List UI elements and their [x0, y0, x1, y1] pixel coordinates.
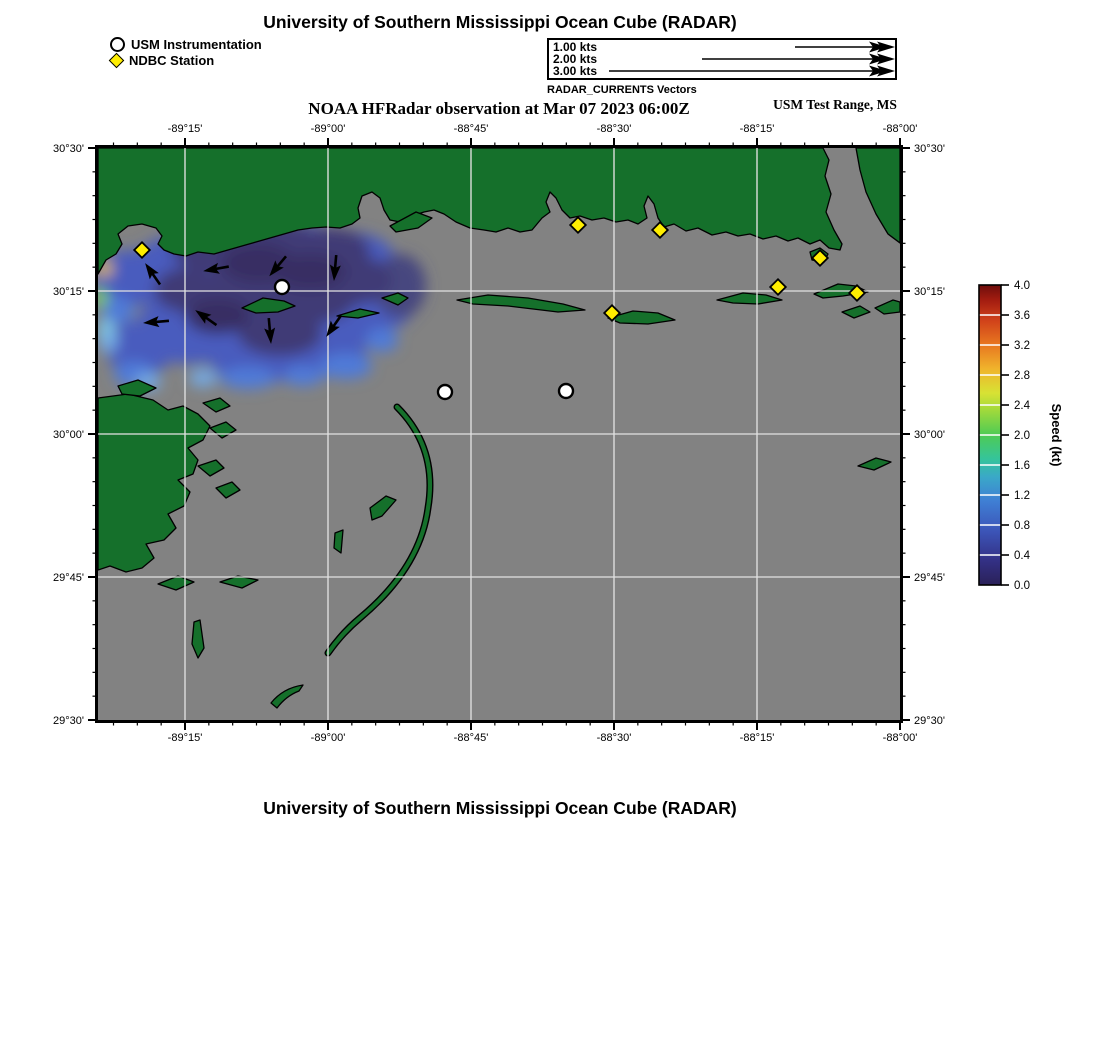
y-axis-label-right: 29°45' [914, 572, 945, 584]
chandeleur-islet-2 [334, 530, 343, 553]
x-axis-label-top: -88°45' [453, 123, 489, 135]
y-axis-label-right: 29°30' [914, 715, 945, 727]
vector-legend-caption: RADAR_CURRENTS Vectors [547, 84, 697, 96]
colorbar-tick-label: 2.8 [1014, 370, 1030, 382]
y-axis-label-left: 30°30' [53, 143, 84, 155]
y-axis-label-left: 29°45' [53, 572, 84, 584]
y-axis-label-right: 30°00' [914, 429, 945, 441]
usm-instrumentation-marker [275, 280, 289, 294]
x-axis-label-bottom: -88°15' [739, 732, 775, 744]
legend-label-ndbc: NDBC Station [129, 52, 215, 68]
figure-title-top: University of Southern Mississippi Ocean Cube (RADAR) [263, 12, 737, 32]
colorbar-tick-label: 0.8 [1014, 520, 1030, 532]
colorbar-title: Speed (kt) [1049, 403, 1064, 467]
usm-instrumentation-marker [559, 384, 573, 398]
x-axis-label-bottom: -88°00' [882, 732, 918, 744]
vector-scale-label-1: 1.00 kts [553, 40, 598, 54]
colorbar-tick-label: 0.0 [1014, 580, 1030, 592]
colorbar-tick-label: 3.2 [1014, 340, 1030, 352]
colorbar-tick-label: 4.0 [1014, 280, 1030, 292]
y-axis-label-right: 30°15' [914, 286, 945, 298]
y-axis-label-left: 29°30' [53, 715, 84, 727]
x-axis-label-bottom: -88°45' [453, 732, 489, 744]
colorbar-tick-label: 1.2 [1014, 490, 1030, 502]
colorbar-tick-label: 0.4 [1014, 550, 1030, 562]
x-axis-label-top: -89°00' [310, 123, 346, 135]
region-label: USM Test Range, MS [773, 97, 897, 112]
x-axis-label-top: -89°15' [167, 123, 203, 135]
y-axis-label-left: 30°00' [53, 429, 84, 441]
colorbar [979, 280, 1064, 592]
colorbar-tick-label: 3.6 [1014, 310, 1030, 322]
vector-scale-label-3: 3.00 kts [553, 64, 598, 78]
usm-instrumentation-marker [438, 385, 452, 399]
x-axis-label-top: -88°30' [596, 123, 632, 135]
x-axis-label-bottom: -89°15' [167, 732, 203, 744]
vector-scale-label-2: 2.00 kts [553, 52, 598, 66]
x-axis-label-bottom: -89°00' [310, 732, 346, 744]
observation-subtitle: NOAA HFRadar observation at Mar 07 2023 06:00Z [308, 99, 690, 118]
y-axis-label-left: 30°15' [53, 286, 84, 298]
legend-label-usm: USM Instrumentation [131, 36, 262, 52]
colorbar-tick-label: 2.0 [1014, 430, 1030, 442]
x-axis-label-bottom: -88°30' [596, 732, 632, 744]
colorbar-tick-label: 2.4 [1014, 400, 1030, 412]
colorbar-tick-label: 1.6 [1014, 460, 1030, 472]
figure-title-bottom: University of Southern Mississippi Ocean Cube (RADAR) [263, 798, 737, 818]
x-axis-label-top: -88°00' [882, 123, 918, 135]
x-axis-label-top: -88°15' [739, 123, 775, 135]
y-axis-label-right: 30°30' [914, 143, 945, 155]
